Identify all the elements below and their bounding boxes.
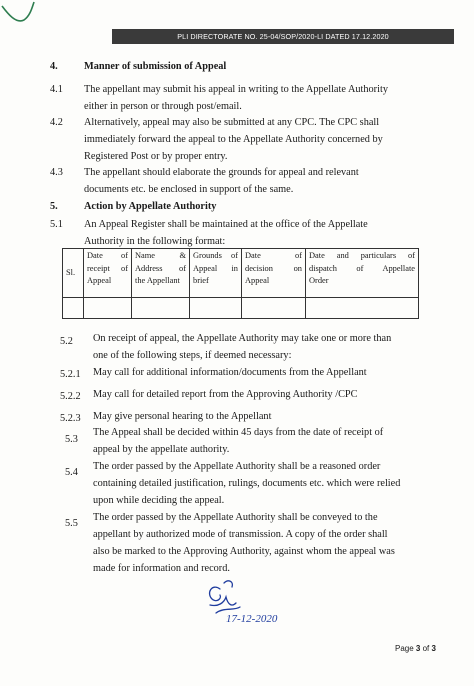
item-text: [93, 330, 434, 364]
item-line: containing detailed justification, rulings, documents etc. which were relied: [93, 478, 401, 489]
signature-date: 17-12-2020: [226, 613, 278, 625]
item-text: [93, 458, 434, 509]
item-number: 5.2.3: [60, 413, 81, 424]
item-line: Authority in the following format:: [84, 236, 226, 247]
item-line: An Appeal Register shall be maintained at the office of the Appellate: [84, 219, 368, 230]
item-line: The appellant should elaborate the grounds for appeal and relevant: [84, 167, 359, 178]
item-text: [84, 81, 434, 115]
appeal-register-table: [62, 248, 419, 319]
item-number: 5.2: [60, 336, 73, 347]
item-line: The appellant may submit his appeal in writing to the Appellate Authority: [84, 84, 388, 95]
column-header-name-address: Name & Address of the Appellant: [132, 249, 190, 298]
item-text: May give personal hearing to the Appellant: [93, 411, 272, 422]
item-number: 4.3: [50, 167, 63, 178]
item-number: 4.2: [50, 117, 63, 128]
item-line: made for information and record.: [93, 563, 230, 574]
item-line: immediately forward the appeal to the Appellate Authority concerned by: [84, 134, 383, 145]
table-cell: [84, 298, 132, 319]
item-number: 5.2.2: [60, 391, 81, 402]
item-line: also be marked to the Approving Authority, against whom the appeal was: [93, 546, 395, 557]
page-number: Page 3 of 3: [395, 644, 436, 653]
item-number: 5.5: [65, 518, 78, 529]
item-number: 5.3: [65, 434, 78, 445]
item-line: The order passed by the Appellate Authority shall be a reasoned order: [93, 461, 381, 472]
item-number: 5.2.1: [60, 369, 81, 380]
section-heading: Manner of submission of Appeal: [84, 61, 227, 72]
item-line: The Appeal shall be decided within 45 days from the date of receipt of: [93, 427, 384, 438]
table-cell: [306, 298, 419, 319]
item-line: The order passed by the Appellate Authority shall be conveyed to the: [93, 512, 378, 523]
column-header-sl: Sl.: [63, 249, 84, 298]
item-line: Alternatively, appeal may also be submitted at any CPC. The CPC shall: [84, 117, 380, 128]
section-heading: Action by Appellate Authority: [84, 201, 217, 212]
item-line: upon while deciding the appeal.: [93, 495, 225, 506]
item-number: 5.4: [65, 467, 78, 478]
item-text: [93, 509, 434, 577]
item-line: one of the following steps, if deemed necessary:: [93, 350, 292, 361]
table-cell: [132, 298, 190, 319]
item-text: May call for detailed report from the Approving Authority /CPC: [93, 389, 358, 400]
signature: [204, 577, 294, 627]
item-text: [93, 424, 434, 458]
table-cell: [242, 298, 306, 319]
table-cell: [63, 298, 84, 319]
table-row: [63, 298, 419, 319]
item-text: [84, 216, 434, 250]
item-number: 4.1: [50, 84, 63, 95]
section-number: 5.: [50, 201, 58, 212]
table-cell: [190, 298, 242, 319]
column-header-grounds: Grounds of Appeal in brief: [190, 249, 242, 298]
item-line: Registered Post or by proper entry.: [84, 151, 228, 162]
directorate-banner: PLI DIRECTORATE NO. 25-04/SOP/2020-LI DATED 17.12.2020: [112, 29, 454, 44]
item-line: documents etc. be enclosed in support of the same.: [84, 184, 294, 195]
column-header-date-of-decision: Date of decision on Appeal: [242, 249, 306, 298]
section-number: 4.: [50, 61, 58, 72]
table-header-row: [63, 249, 419, 298]
item-number: 5.1: [50, 219, 63, 230]
item-line: On receipt of appeal, the Appellate Authority may take one or more than: [93, 333, 392, 344]
item-line: appeal by the appellate authority.: [93, 444, 230, 455]
item-text: May call for additional information/documents from the Appellant: [93, 367, 367, 378]
corner-pen-mark: [0, 0, 60, 40]
item-line: either in person or through post/email.: [84, 101, 242, 112]
item-line: appellant by authorized mode of transmission. A copy of the order shall: [93, 529, 388, 540]
column-header-date-of-receipt: Date of receipt of Appeal: [84, 249, 132, 298]
column-header-dispatch: Date and particulars of dispatch of Appellate Order: [306, 249, 419, 298]
item-text: [84, 114, 434, 165]
item-text: [84, 164, 434, 198]
